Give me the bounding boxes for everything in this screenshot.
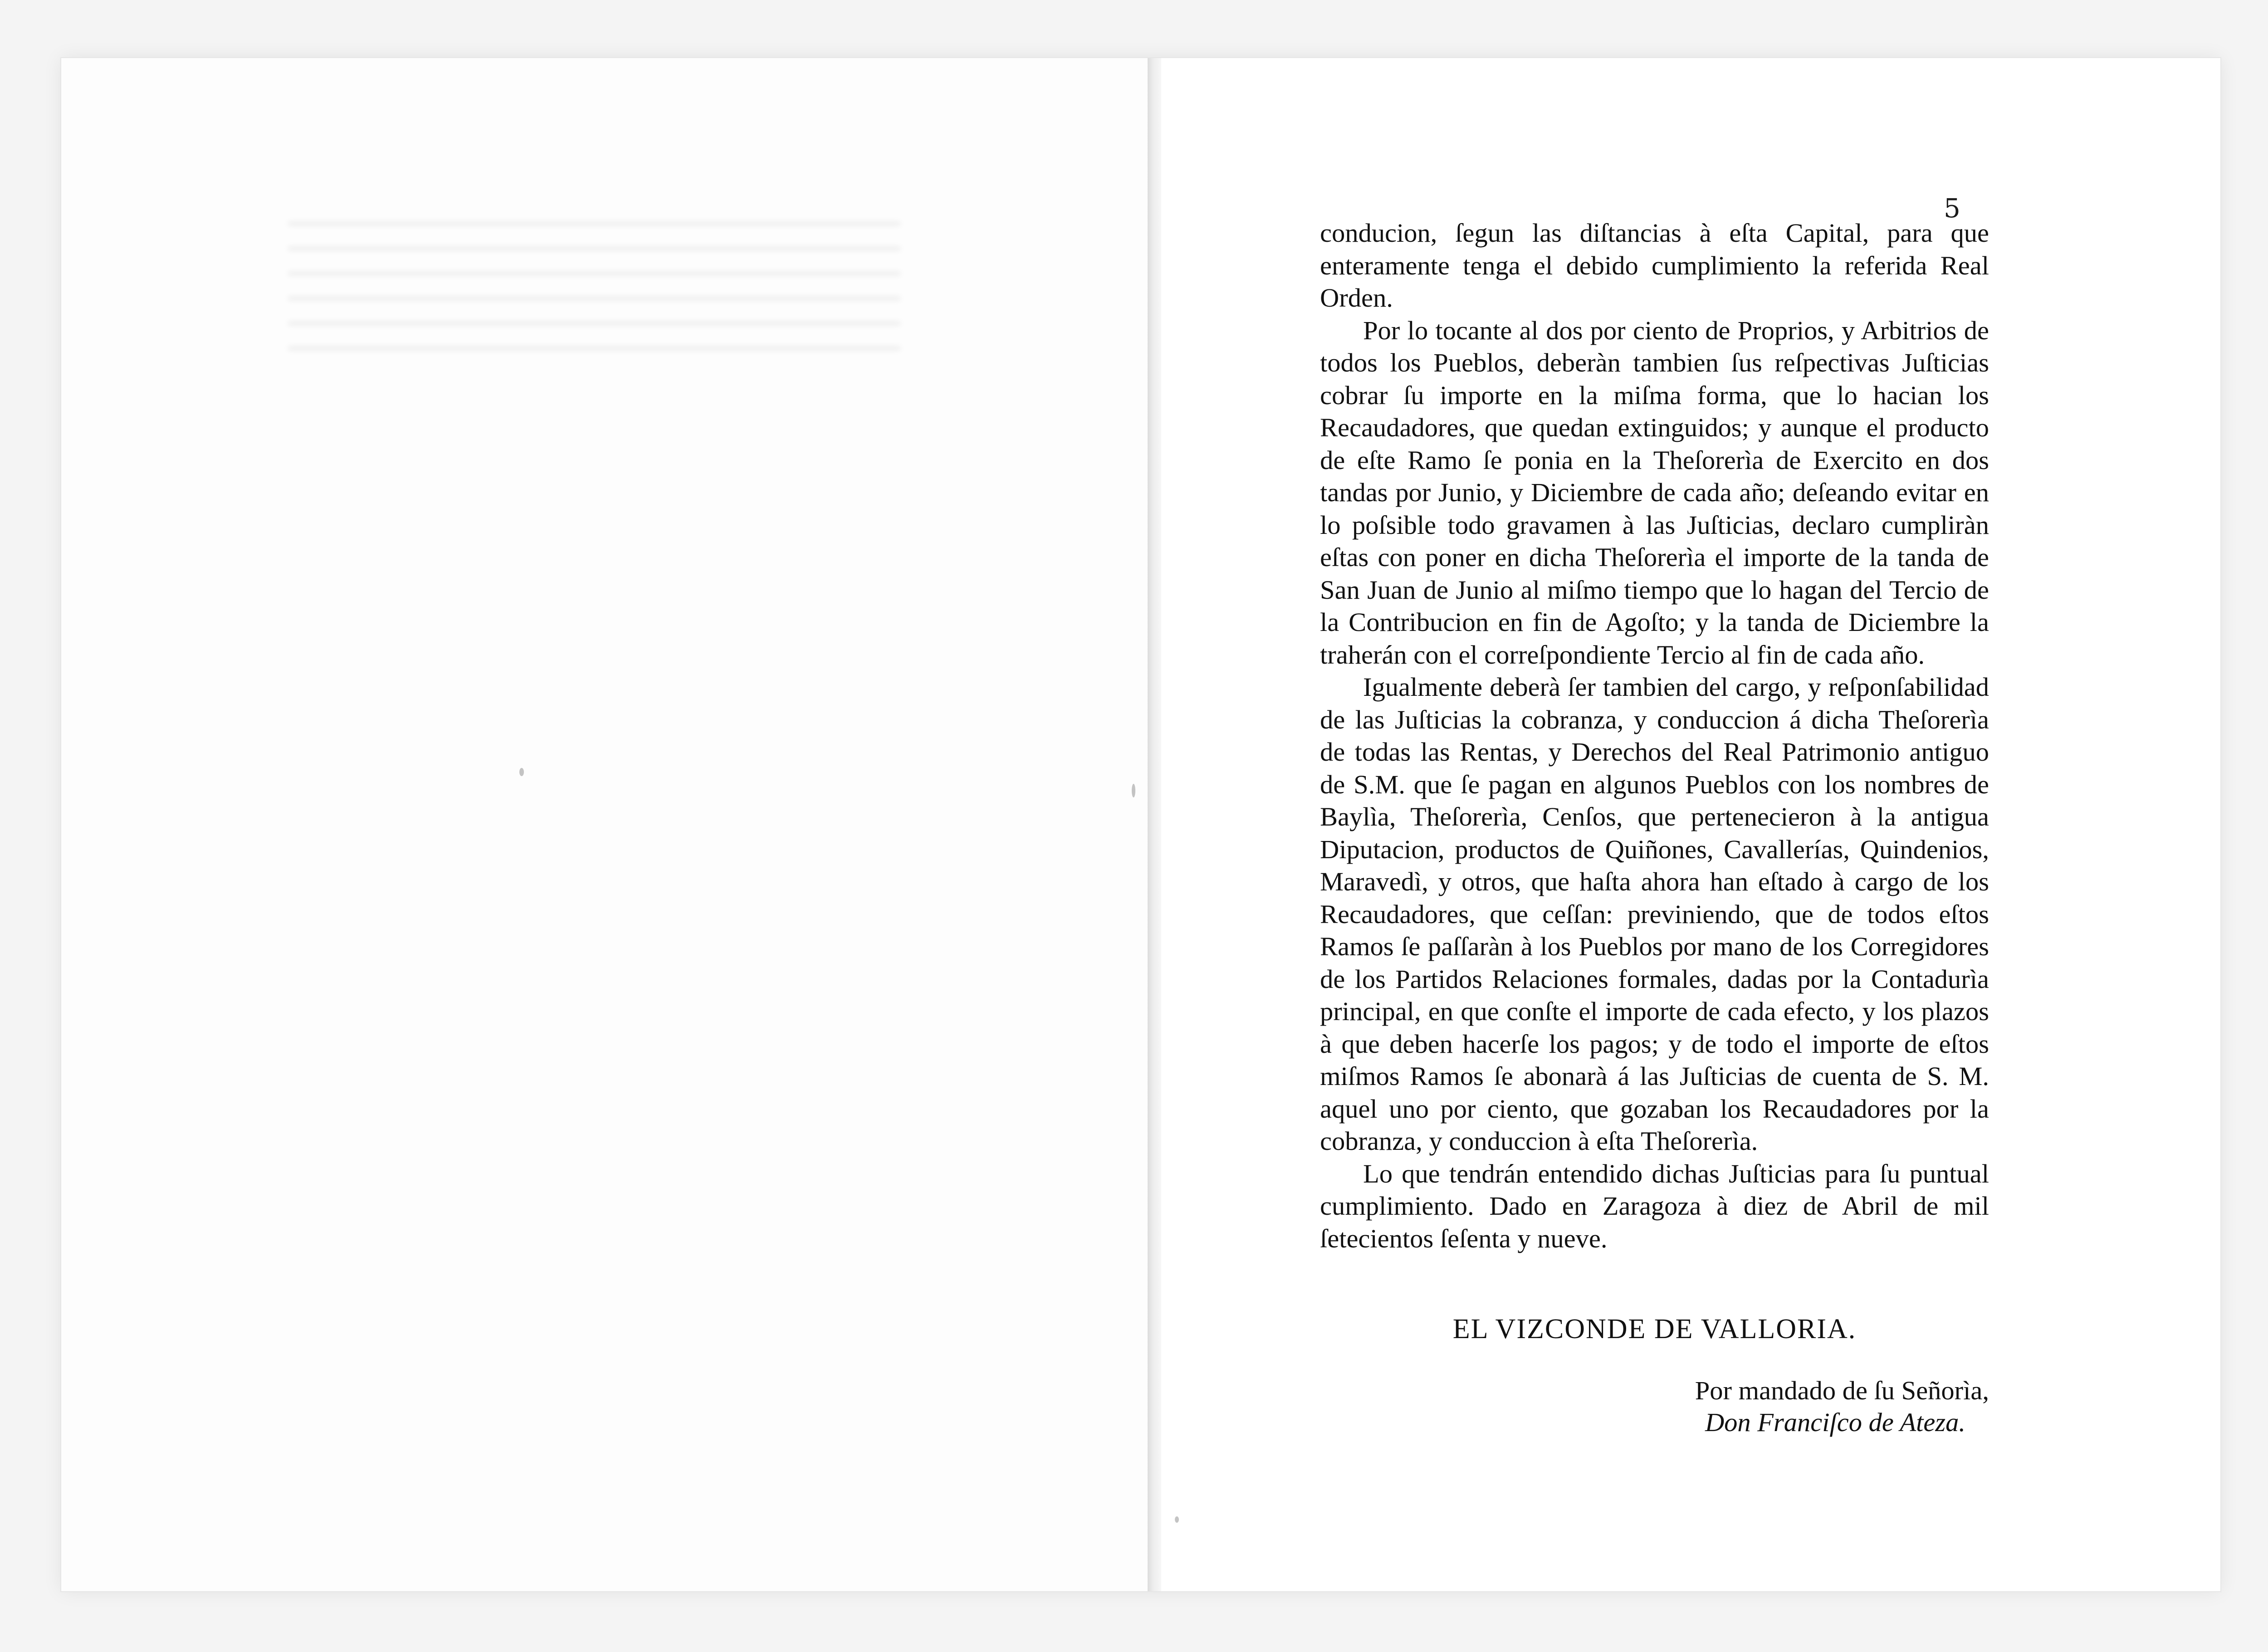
paper-speck	[1175, 1516, 1179, 1523]
secretary-name: Don Franciſco de Ateza.	[1705, 1408, 1965, 1437]
paragraph: Igualmente deberà ſer tambien del cargo, y reſponſabilidad de las Juſticias la cobranza, y conduccion á dicha Theſorerìa de todas las Rentas, y Derechos del Real Patrimonio antiguo de S.M. que ſe pagan en algunos Pueblos con los nombres de Baylìa, Theſorerìa, Cenſos, que pertenecieron à la antigua Diputacion, productos de Quiñones, Cavallerías, Quindenios, Maravedì, y otros, que haſta ahora han eſtado à cargo de los Recaudadores, que ceſſan: previniendo, que de todos eſtos Ramos ſe paſſaràn à los Pueblos por mano de los Corregidores de los Partidos Relaciones formales, dadas por la Contadurìa principal, en que conſte el importe de cada efecto, y los plazos à que deben hacerſe los pagos; y de todo el importe de eſtos miſmos Ramos ſe abonarà á las Juſticias de cuenta de S. M. aquel uno por ciento, que gozaban los Recaudadores por la cobranza, y conduccion à eſta Theſorerìa.	[1320, 672, 1989, 1156]
document-body	[1320, 217, 1989, 1255]
signature-line: EL VIZCONDE DE VALLORIA.	[1452, 1314, 1857, 1344]
paper-speck	[519, 768, 524, 776]
paragraph: Por lo tocante al dos por ciento de Proprios, y Arbitrios de todos los Pueblos, deberàn tambien ſus reſpectivas Juſticias cobrar ſu importe en la miſma forma, que lo hacian los Recaudadores, que quedan extinguidos; y aunque el producto de eſte Ramo ſe ponia en la Theſorerìa de Exercito en dos tandas por Junio, y Diciembre de cada año; deſeando evitar en lo poſsible todo gravamen à las Juſticias, declaro cumpliràn eſtas con poner en dicha Theſorerìa el importe de la tanda de San Juan de Junio al miſmo tiempo que lo hagan del Tercio de la Contribucion en fin de Agoſto; y la tanda de Diciembre la traherán con el correſpondiente Tercio al fin de cada año.	[1320, 315, 1989, 670]
paper-speck	[1132, 784, 1135, 797]
show-through-text	[288, 221, 900, 371]
paragraph: Lo que tendrán entendido dichas Juſticias para ſu puntual cumplimiento. Dado en Zaragoza à diez de Abril de mil ſetecientos ſeſenta y nueve.	[1320, 1158, 1989, 1253]
page-gutter	[1148, 58, 1161, 1591]
mandate-line: Por mandado de ſu Señorìa,	[1695, 1376, 1989, 1405]
paragraph: conducion, ſegun las diſtancias à eſta Capital, para que enteramente tenga el debido cumplimiento la referida Real Orden.	[1320, 218, 1989, 313]
left-page-blank	[61, 58, 1148, 1591]
page-number: 5	[1944, 193, 1960, 224]
